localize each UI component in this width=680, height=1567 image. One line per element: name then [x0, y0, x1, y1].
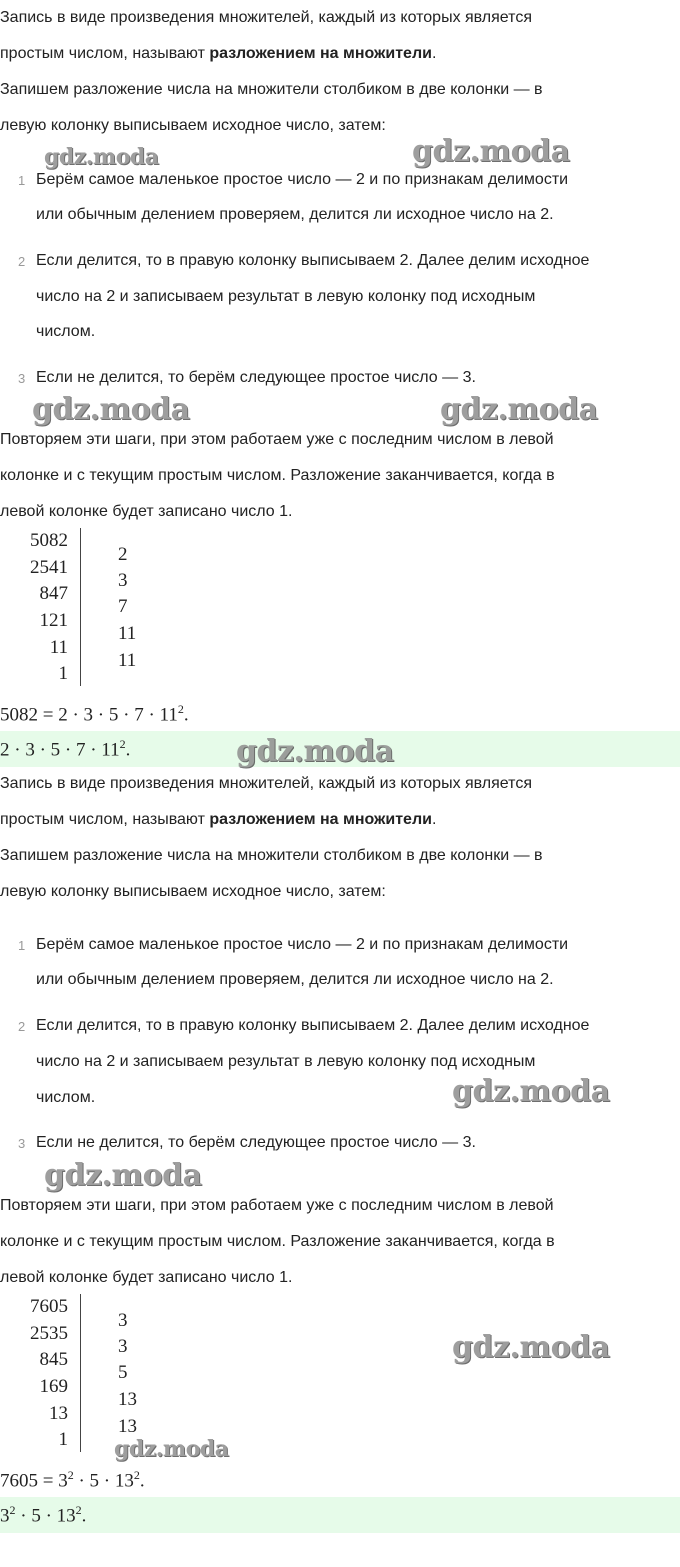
equation-text: 7605 = 3	[0, 1470, 68, 1492]
outro-line-2: колонке и с текущим простым числом. Разложение заканчивается, когда в	[0, 1233, 555, 1250]
punct: .	[139, 1470, 145, 1492]
table-left-cell: 847	[39, 583, 68, 604]
table-right-cell: 3	[118, 1310, 128, 1331]
table-left-cell: 845	[39, 1349, 68, 1370]
table-right-cell: 13	[118, 1416, 137, 1437]
intro-text: простым числом, называют	[0, 811, 210, 828]
intro-line-3: Запишем разложение числа на множители столбиком в две колонки — в	[0, 847, 543, 864]
equation-text: 5082 = 2 · 3 · 5 · 7 · 11	[0, 704, 178, 726]
step-number: 1	[18, 173, 26, 188]
step-number: 3	[18, 1136, 26, 1151]
intro-line-2	[0, 810, 436, 830]
factor-table	[0, 528, 150, 688]
step-number: 2	[18, 1019, 26, 1034]
step-3-line-1: Если не делится, то берём следующее простое число — 3.	[36, 369, 476, 386]
table-left-cell: 13	[49, 1403, 68, 1424]
table-right-cell: 2	[118, 544, 128, 565]
watermark-logo: gdz.moda	[236, 734, 394, 769]
watermark-logo: gdz.moda	[44, 1158, 202, 1193]
exponent: 2	[75, 1503, 82, 1517]
outro-line-2: колонке и с текущим простым числом. Разложение заканчивается, когда в	[0, 467, 555, 484]
table-left-cell: 1	[58, 663, 68, 684]
exponent: 2	[119, 737, 126, 751]
outro-line-1: Повторяем эти шаги, при этом работаем уже с последним числом в левой	[0, 431, 554, 448]
punct: .	[431, 45, 437, 62]
step-2-line-3: числом.	[36, 1089, 96, 1106]
answer-text: 2 · 3 · 5 · 7 · 11	[0, 739, 120, 761]
table-right-cell: 11	[118, 623, 137, 644]
answer	[0, 1503, 86, 1527]
punct: .	[431, 811, 437, 828]
step-2-line-1: Если делится, то в правую колонку выписываем 2. Далее делим исходное	[36, 1017, 590, 1034]
intro-line-1: Запись в виде произведения множителей, каждый из которых является	[0, 775, 532, 792]
outro-line-3: левой колонке будет записано число 1.	[0, 1269, 293, 1286]
punct: .	[183, 704, 189, 726]
step-2-line-1: Если делится, то в правую колонку выписываем 2. Далее делим исходное	[36, 252, 590, 269]
step-3-line-1: Если не делится, то берём следующее простое число — 3.	[36, 1134, 476, 1151]
punct: .	[125, 739, 131, 761]
watermark-logo: gdz.moda	[452, 1074, 610, 1109]
watermark-logo: gdz.moda	[114, 1436, 229, 1462]
table-right-cell: 11	[118, 650, 137, 671]
answer-box	[0, 1497, 680, 1533]
intro-line-1: Запись в виде произведения множителей, каждый из которых является	[0, 9, 532, 26]
watermark-logo: gdz.moda	[440, 392, 598, 427]
outro-line-1: Повторяем эти шаги, при этом работаем уже с последним числом в левой	[0, 1197, 554, 1214]
step-1-line-1: Берём самое маленькое простое число — 2 и по признакам делимости	[36, 171, 569, 188]
watermark-logo: gdz.moda	[32, 392, 190, 427]
step-number: 1	[18, 938, 26, 953]
step-2-line-2: число на 2 и записываем результат в левую колонку под исходным	[36, 1053, 536, 1070]
table-left-cell: 169	[39, 1376, 68, 1397]
table-right-cell: 13	[118, 1389, 137, 1410]
table-divider	[80, 528, 81, 686]
table-left-cell: 1	[58, 1429, 68, 1450]
outro-line-3: левой колонке будет записано число 1.	[0, 503, 293, 520]
table-left-cell: 2541	[30, 557, 68, 578]
equation	[0, 1468, 145, 1492]
watermark-logo: gdz.moda	[412, 134, 570, 169]
table-right-cell: 7	[118, 596, 128, 617]
intro-line-2	[0, 44, 436, 64]
step-number: 3	[18, 371, 26, 386]
exponent: 2	[9, 1503, 16, 1517]
intro-text: простым числом, называют	[0, 45, 210, 62]
table-left-cell: 5082	[30, 530, 68, 551]
step-1-line-2: или обычным делением проверяем, делится ли исходное число на 2.	[36, 971, 554, 988]
term-bold: разложением на множители	[209, 45, 432, 62]
answer-text: · 5 · 13	[15, 1505, 76, 1527]
watermark-logo: gdz.moda	[452, 1330, 610, 1365]
intro-line-3: Запишем разложение числа на множители столбиком в две колонки — в	[0, 81, 543, 98]
table-left-cell: 2535	[30, 1323, 68, 1344]
table-left-cell: 11	[49, 637, 68, 658]
step-number: 2	[18, 254, 26, 269]
exponent: 2	[177, 702, 184, 716]
intro-line-4: левую колонку выписываем исходное число, затем:	[0, 883, 386, 900]
exponent: 2	[67, 1468, 74, 1482]
step-1-line-1: Берём самое маленькое простое число — 2 и по признакам делимости	[36, 936, 569, 953]
table-right-cell: 3	[118, 1336, 128, 1357]
equation-text: · 5 · 13	[73, 1470, 134, 1492]
table-left-cell: 7605	[30, 1296, 68, 1317]
table-right-cell: 3	[118, 570, 128, 591]
term-bold: разложением на множители	[209, 811, 432, 828]
table-right-cell: 5	[118, 1362, 128, 1383]
exponent: 2	[133, 1468, 140, 1482]
step-2-line-2: число на 2 и записываем результат в левую колонку под исходным	[36, 288, 536, 305]
punct: .	[81, 1505, 87, 1527]
step-1-line-2: или обычным делением проверяем, делится ли исходное число на 2.	[36, 206, 554, 223]
watermark-logo: gdz.moda	[44, 144, 159, 170]
table-divider	[80, 1294, 81, 1452]
step-2-line-3: числом.	[36, 323, 96, 340]
answer-text: 3	[0, 1505, 10, 1527]
factor-table	[0, 1294, 150, 1454]
equation	[0, 702, 189, 726]
intro-line-4: левую колонку выписываем исходное число, затем:	[0, 117, 386, 134]
table-left-cell: 121	[39, 610, 68, 631]
answer	[0, 737, 130, 761]
